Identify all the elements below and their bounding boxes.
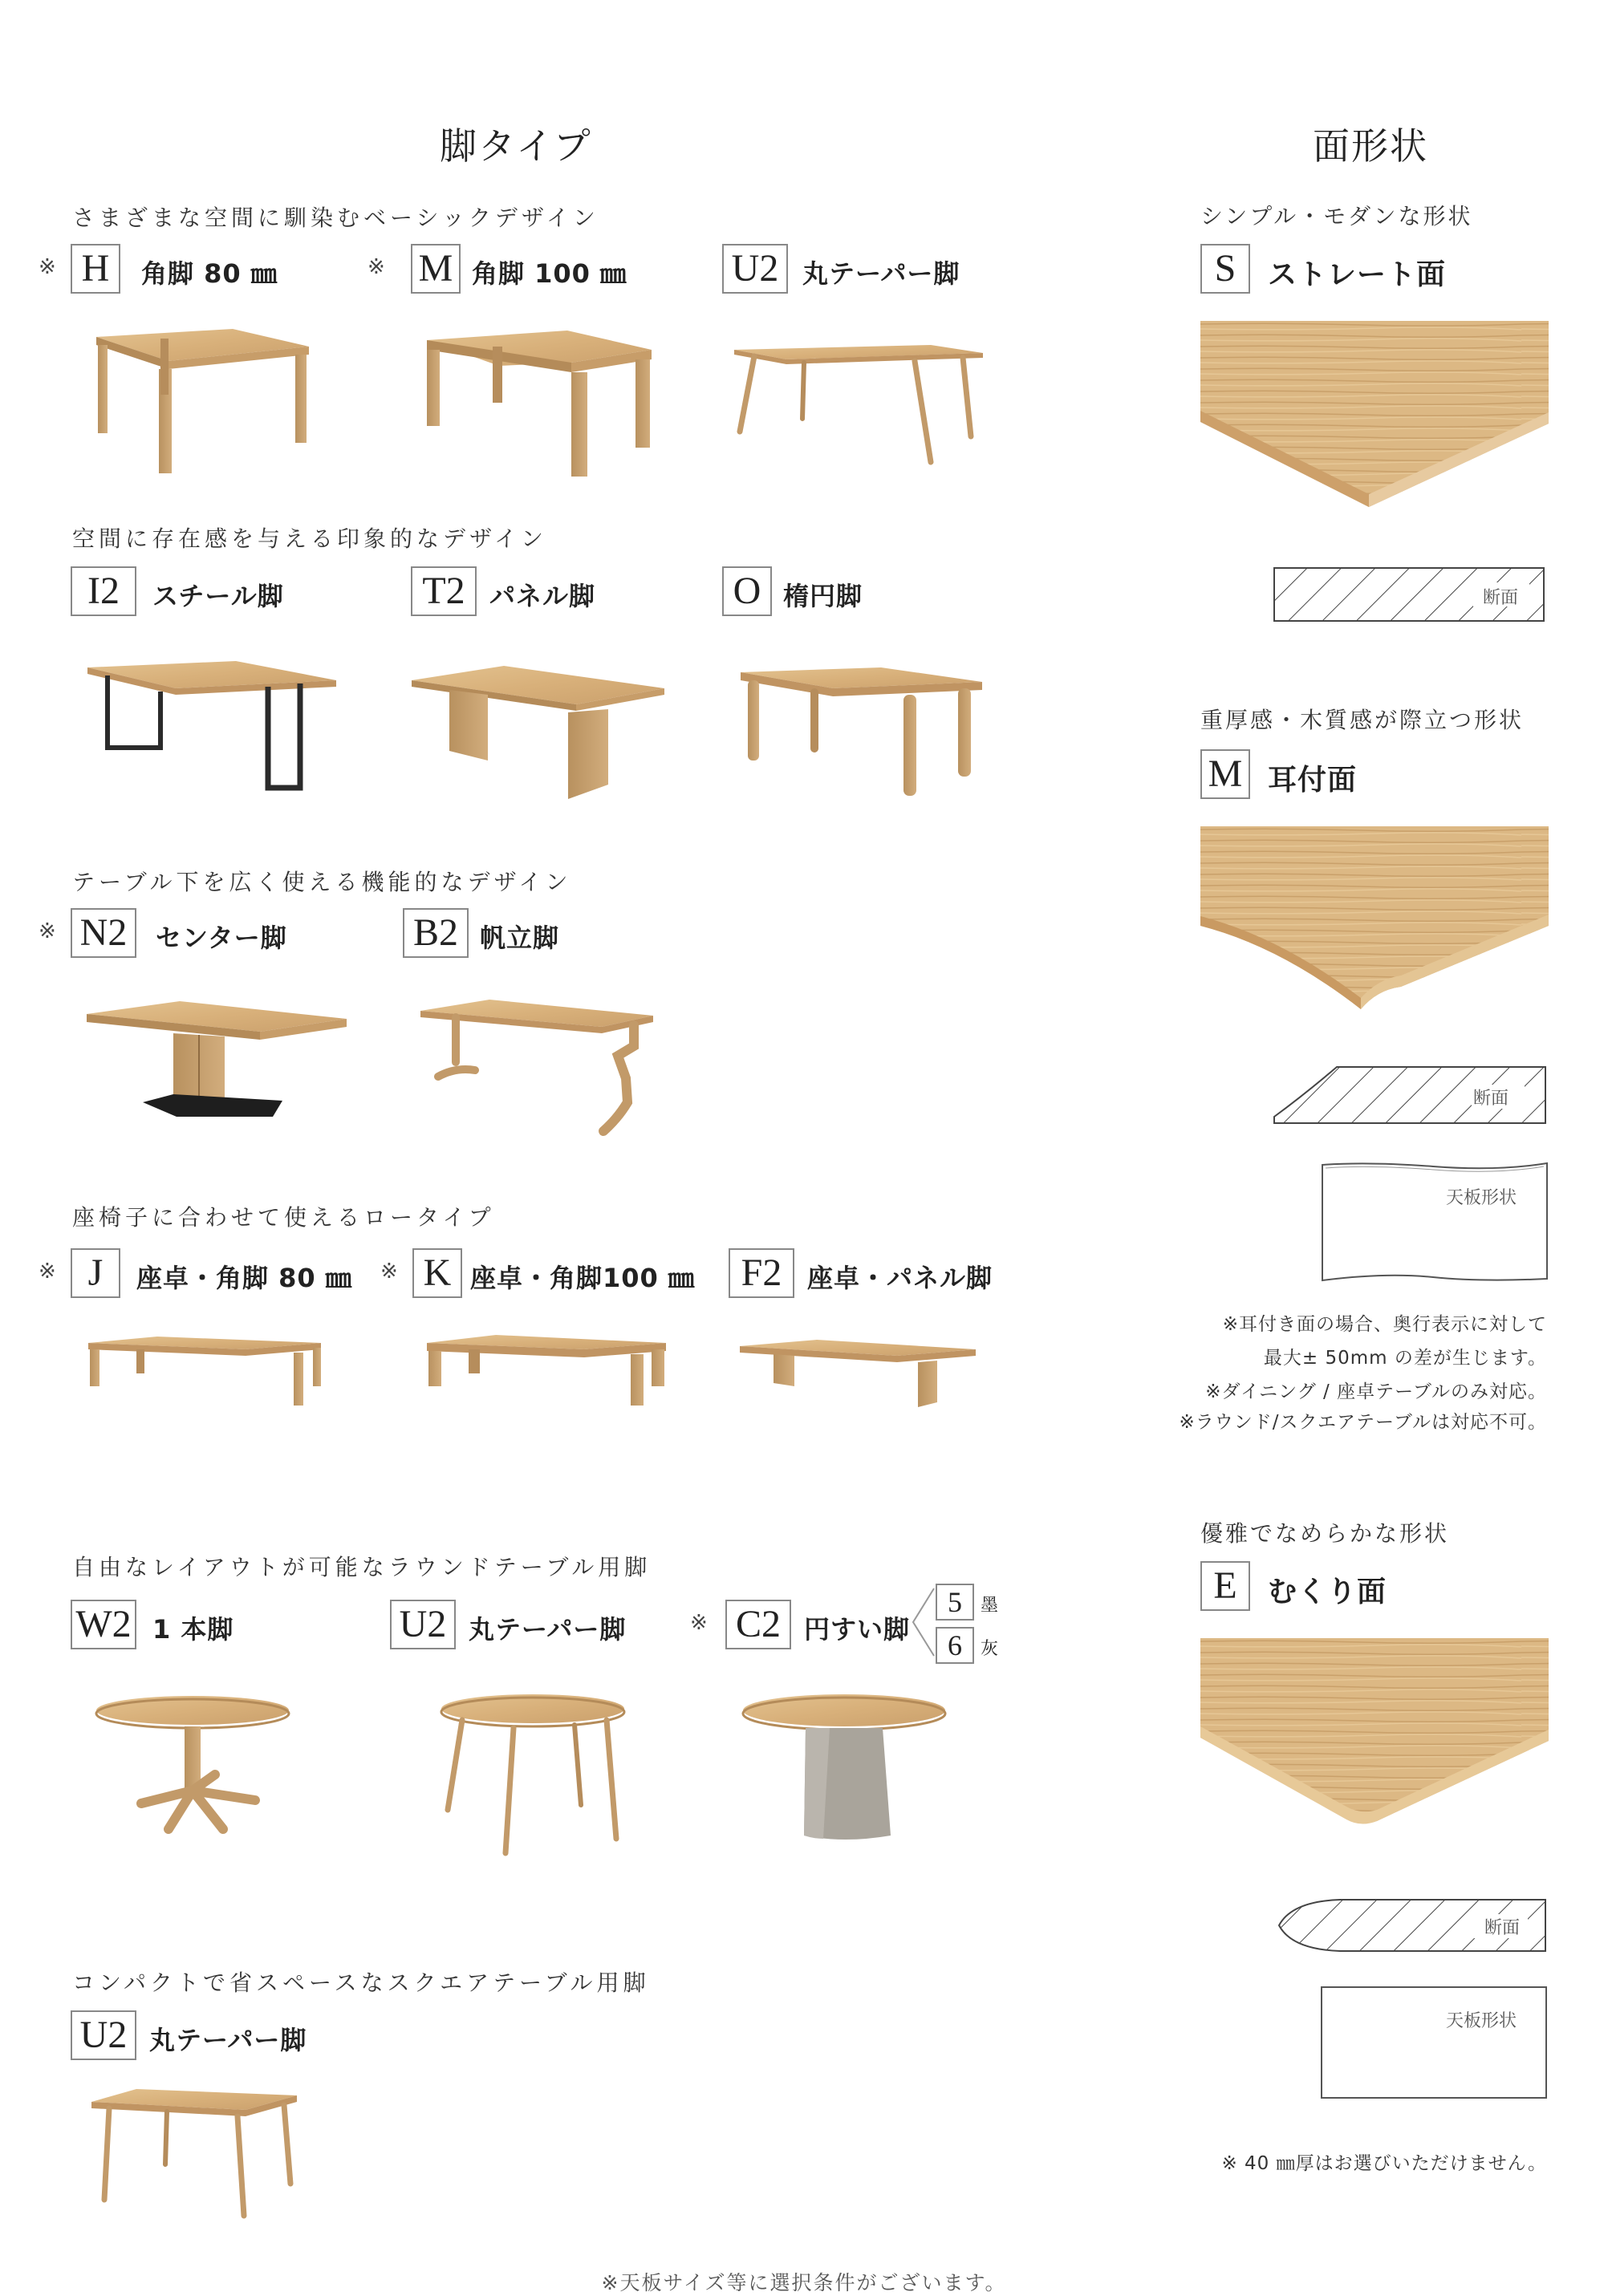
edge-s-photo	[1200, 321, 1549, 507]
table-i2-image	[83, 659, 340, 796]
edge-name-e: むくり面	[1268, 1576, 1387, 1608]
leg-code-m: M	[411, 244, 461, 294]
edge-code-s: S	[1200, 244, 1250, 294]
group-1-subtitle: さまざまな空間に馴染むベーシックデザイン	[72, 205, 599, 231]
table-o-image	[737, 664, 985, 801]
leg-name-w2: 1 本脚	[152, 1614, 234, 1645]
table-f2-image	[737, 1338, 979, 1418]
leg-name-b2: 帆立脚	[480, 923, 560, 953]
edge-m-top-label: 天板形状	[1446, 1188, 1517, 1208]
leg-name-u2-round: 丸テーパー脚	[469, 1614, 627, 1645]
leg-code-b2: B2	[403, 908, 469, 958]
leg-name-i2: スチール脚	[152, 581, 284, 611]
leg-code-h: H	[71, 244, 120, 294]
leg-name-u2: 丸テーパー脚	[802, 258, 960, 289]
edge-m-section-label: 断面	[1473, 1089, 1509, 1109]
edge-e-note-1: ※ 40 ㎜厚はお選びいただけません。	[1221, 2153, 1547, 2174]
group-6-subtitle: コンパクトで省スペースなスクエアテーブル用脚	[72, 1969, 650, 1996]
leg-code-k: K	[412, 1248, 462, 1298]
table-j-image	[85, 1335, 326, 1412]
edge-s-subtitle: シンプル・モダンな形状	[1200, 203, 1473, 229]
restriction-mark: ※	[367, 255, 385, 279]
color-code-5: 5	[936, 1584, 974, 1621]
footer-note: ※天板サイズ等に選択条件がございます。	[601, 2271, 1007, 2294]
leg-name-t2: パネル脚	[489, 581, 596, 611]
leg-code-u2: U2	[722, 244, 788, 294]
table-m-image	[419, 331, 660, 479]
group-5-subtitle: 自由なレイアウトが可能なラウンドテーブル用脚	[72, 1554, 652, 1580]
leg-code-u2-square: U2	[71, 2010, 136, 2060]
leg-name-m: 角脚 100 ㎜	[472, 258, 627, 289]
restriction-mark: ※	[690, 1611, 708, 1635]
edge-name-m: 耳付面	[1268, 764, 1358, 797]
leg-name-k: 座卓・角脚100 ㎜	[470, 1263, 695, 1293]
restriction-mark: ※	[380, 1260, 398, 1284]
leg-name-j: 座卓・角脚 80 ㎜	[136, 1263, 352, 1293]
edge-section-heading: 面形状	[1313, 124, 1428, 168]
leg-code-o: O	[722, 566, 772, 616]
leg-name-c2: 円すい脚	[804, 1614, 911, 1645]
leg-code-n2: N2	[71, 908, 136, 958]
color-code-6: 6	[936, 1627, 974, 1664]
group-2-subtitle: 空間に存在感を与える印象的なデザイン	[72, 525, 548, 552]
table-c2-image	[741, 1691, 950, 1844]
table-n2-image	[83, 1000, 350, 1128]
edge-e-top-label: 天板形状	[1446, 2011, 1517, 2031]
leg-name-f2: 座卓・パネル脚	[807, 1263, 993, 1293]
table-u2-square-image	[88, 2087, 302, 2224]
restriction-mark: ※	[39, 919, 56, 943]
edge-e-top-diagram	[1321, 1986, 1547, 2099]
leg-code-c2: C2	[725, 1600, 791, 1649]
group-4-subtitle: 座椅子に合わせて使えるロータイプ	[72, 1204, 495, 1231]
leg-code-f2: F2	[729, 1248, 794, 1298]
edge-name-s: ストレート面	[1268, 258, 1447, 291]
leg-code-t2: T2	[411, 566, 477, 616]
leg-name-h: 角脚 80 ㎜	[141, 258, 278, 289]
edge-code-m: M	[1200, 749, 1250, 799]
edge-m-photo	[1200, 826, 1549, 1012]
leg-code-w2: W2	[71, 1600, 136, 1649]
leg-code-i2: I2	[71, 566, 136, 616]
table-u2-round-image	[437, 1693, 637, 1861]
leg-code-u2-round: U2	[390, 1600, 456, 1649]
edge-m-note-4: ※ラウンド/スクエアテーブルは対応不可。	[1179, 1412, 1547, 1433]
leg-name-u2-square: 丸テーパー脚	[149, 2025, 307, 2055]
edge-m-note-1: ※耳付き面の場合、奥行表示に対して	[1222, 1314, 1547, 1335]
edge-e-section-label: 断面	[1484, 1918, 1521, 1938]
color-bracket	[908, 1585, 936, 1659]
edge-code-e: E	[1200, 1561, 1250, 1611]
edge-m-top-diagram	[1321, 1160, 1550, 1285]
edge-e-photo	[1200, 1638, 1549, 1827]
table-t2-image	[408, 664, 664, 801]
table-w2-image	[95, 1694, 295, 1839]
leg-section-heading: 脚タイプ	[440, 124, 592, 168]
restriction-mark: ※	[39, 255, 56, 279]
edge-s-section-label: 断面	[1483, 588, 1519, 608]
table-u2-image	[730, 342, 987, 470]
edge-m-note-3: ※ダイニング / 座卓テーブルのみ対応。	[1205, 1381, 1547, 1402]
leg-code-j: J	[71, 1248, 120, 1298]
leg-name-o: 楕円脚	[783, 581, 863, 611]
edge-m-subtitle: 重厚感・木質感が際立つ形状	[1200, 707, 1525, 733]
leg-name-n2: センター脚	[156, 923, 287, 953]
color-label-hai: 灰	[981, 1639, 999, 1659]
restriction-mark: ※	[39, 1260, 56, 1284]
color-label-sumi: 墨	[981, 1596, 999, 1616]
group-3-subtitle: テーブル下を広く使える機能的なデザイン	[72, 869, 572, 895]
table-k-image	[424, 1333, 669, 1414]
table-h-image	[88, 329, 313, 473]
table-b2-image	[417, 998, 658, 1142]
edge-m-note-2: 最大± 50mm の差が生じます。	[1263, 1348, 1547, 1369]
edge-e-subtitle: 優雅でなめらかな形状	[1200, 1520, 1450, 1547]
